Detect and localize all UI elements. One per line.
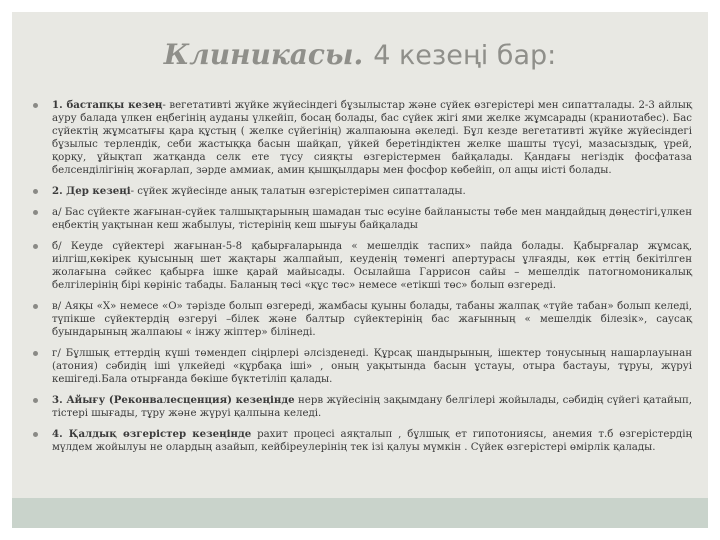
bullet-icon: [33, 304, 38, 309]
title-bold-part: Клиникасы.: [163, 38, 364, 71]
item-text: а/ Бас сүйекте жағынан-сүйек талшықтарының шамадан тыс өсуіне байланысты төбе мен маңдайдың дөңестігі,үлкен еңбектің уақтынан кеш жабылуы, тістерінің кеш шығуы байқалады: [52, 207, 692, 231]
list-item: [52, 206, 692, 232]
slide-content: [52, 99, 692, 462]
item-text: - сүйек жүйесінде анық талатын өзгерістерімен сипатталады.: [130, 186, 466, 197]
bullet-icon: [33, 244, 38, 249]
item-lead: 3. Айығу (Реконвалесценция) кезеңінде: [52, 394, 295, 406]
list-item: [52, 300, 692, 339]
item-text: - вегетативті жүйке жүйесіндегі бұзылыстар және сүйек өзгерістері мен сипатталады. 2-3 айлық ауру балада үлкен еңбегінің ауданы үлкейіп, босаң болады, бас сүйек жігі ями желке жұмсарады (краниотабес). Бас сүйектің жұмсатығы қара құстың ( желке сүйегінің) жалпаюына әкеледі. Бұл кезде вегетативті жүйке жүйесіндегі бұзылыс терлендік, себи жастыққа басын шайқап, үйкей беретіндіктен желке шашты түсуі, мазасыздық, үрей, қорқу, ұйықтап жатқанда селк ете түсу сияқты өзгерістермен байқалады. Қандағы негіздік фосфатаза белсенділігінің жоғарлап, зәрде аммиак, амин қышқылдары мен фосфор көбейіп, ол ащы иісті болады.: [52, 100, 692, 176]
list-item: [52, 99, 692, 177]
list-item: [52, 240, 692, 292]
slide-title: [0, 38, 720, 71]
item-text: в/ Аяқы «Х» немесе «О» тәрізде болып өзгереді, жамбасы қуыны болады, табаны жалпақ «түйе табан» болып келеді, түпікше сүйектердің өзгеруі –білек және балтыр сүйектерінің бас жағынның « мешелдік білезік», саусақ буындарының жалпаюы « інжу жіптер» білінеді.: [52, 301, 692, 338]
bullet-icon: [33, 351, 38, 356]
bullet-icon: [33, 398, 38, 403]
item-text: рахит процесі аяқталып , бұлшық ет гипотониясы, анемия т.б өзгерістердің мүлдем жойылуы не олардың азайып, кейбіреулерінің тек ізі қалуы мүмкін . Сүйек өзгерістері өмірлік қалады.: [52, 429, 692, 453]
item-lead: 4. Қалдық өзгерістер кезеңінде: [52, 428, 252, 440]
bullet-list: [52, 99, 692, 454]
list-item: [52, 428, 692, 454]
item-lead: 1. бастапқы кезең: [52, 99, 163, 111]
item-text: нерв жүйесінің зақымдану белгілері жойылады, сәбидің сүйегі қатайып, тістері шығады, тұру және жүруі қалпына келеді.: [52, 395, 692, 419]
list-item: [52, 347, 692, 386]
item-text: г/ Бұлшық еттердің күші төмендеп сіңірлері әлсізденеді. Құрсақ шандырының, ішектер тонусының нашарлауынан (атония) сәбидің іші үлкейеді «құрбақа іші» , оның уақытында басын ұстауы, отыра бастауы, тұруы, жүруі кешігеді.Бала отырғанда бөкіше бүктетіліп қалады.: [52, 348, 692, 385]
footer-bar: [12, 498, 708, 528]
item-text: б/ Кеуде сүйектері жағынан-5-8 қабырғаларында « мешелдік таспих» пайда болады. Қабырғалар жұмсақ, иілгіш,көкірек қуысының шет жақтары жалпайып, кеуденің төменгі апертурасы ұлғаяды, көк еттің бекітілген жолағына сәйкес қабырға ішке қарай майысады. Осылайша Гаррисон сайы – мешелдік патогномоникалық белгілерінің бірі көрініс табады. Баланың төсі «құс төс» немесе «етікші төс» болып өзгереді.: [52, 241, 692, 291]
list-item: [52, 185, 692, 198]
bullet-icon: [33, 103, 38, 108]
title-light-part: 4 кезеңі бар:: [373, 40, 557, 71]
bullet-icon: [33, 210, 38, 215]
item-lead: 2. Дер кезеңі: [52, 185, 131, 197]
list-item: [52, 394, 692, 420]
bullet-icon: [33, 432, 38, 437]
bullet-icon: [33, 189, 38, 194]
